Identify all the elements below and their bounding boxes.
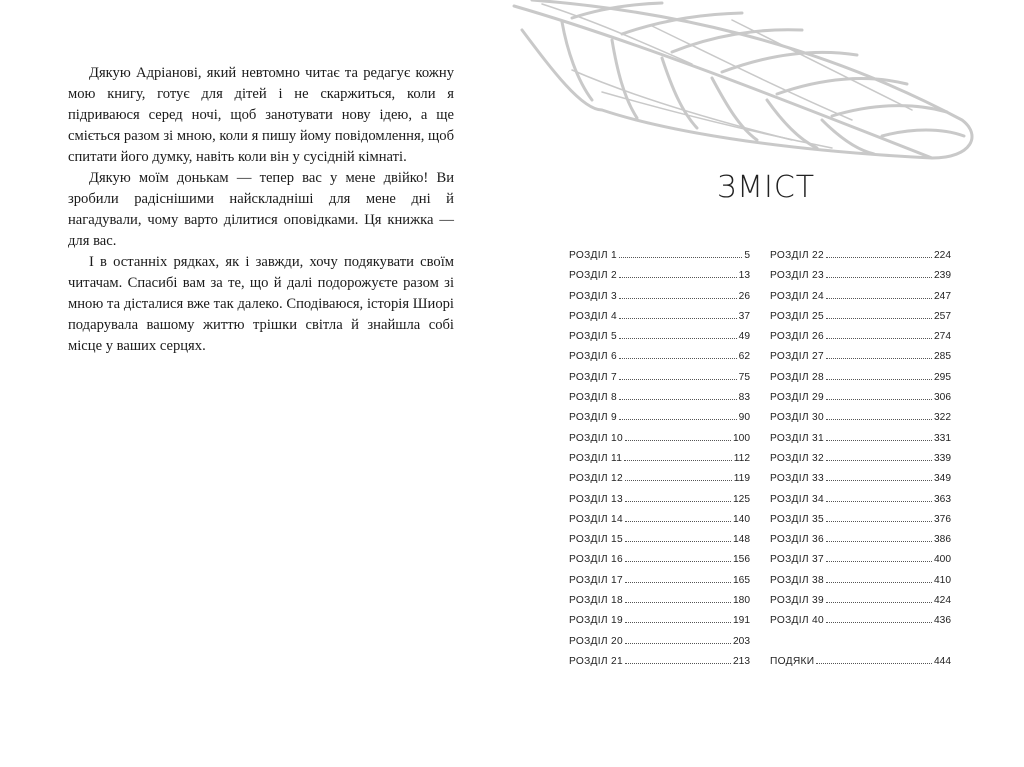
- toc-entry-page: 13: [738, 270, 750, 282]
- toc-entry-label: РОЗДІЛ 20: [569, 635, 623, 647]
- toc-entry-page: 436: [934, 615, 951, 627]
- toc-leader-dots: [826, 318, 932, 319]
- toc-entry-page: 339: [934, 452, 951, 464]
- toc-leader-dots: [625, 541, 731, 542]
- toc-leader-dots: [625, 602, 731, 603]
- toc-entry-label: РОЗДІЛ 26: [770, 331, 824, 343]
- toc-entry-label: РОЗДІЛ 16: [569, 554, 623, 566]
- toc-entry-page: 295: [934, 371, 951, 383]
- toc-leader-dots: [624, 460, 732, 461]
- toc-entry: [569, 494, 750, 514]
- toc-entry-page: 224: [934, 250, 951, 261]
- toc-entry-label: РОЗДІЛ 12: [569, 473, 623, 485]
- toc-leader-dots: [826, 622, 932, 623]
- toc-entry: [569, 372, 750, 392]
- toc-leader-dots: [816, 663, 932, 664]
- toc-entry-label: РОЗДІЛ 39: [770, 595, 824, 607]
- toc-entry: [770, 514, 951, 534]
- toc-leader-dots: [625, 501, 731, 502]
- toc-entry-page: 239: [934, 270, 951, 282]
- toc-entry-label: РОЗДІЛ 17: [569, 574, 623, 586]
- toc-entry: [770, 433, 951, 453]
- toc-entry: [569, 331, 750, 351]
- toc-entry: [770, 615, 951, 635]
- toc-entry-page: 322: [934, 412, 951, 424]
- toc-entry: [770, 534, 951, 554]
- toc-entry-label: РОЗДІЛ 31: [770, 432, 824, 444]
- toc-leader-dots: [826, 501, 932, 502]
- toc-entry-page: 156: [733, 554, 750, 566]
- toc-entry-page: 165: [733, 574, 750, 586]
- toc-entry: [770, 575, 951, 595]
- toc-entry: [770, 453, 951, 473]
- toc-entry-page: 5: [744, 250, 750, 261]
- toc-leader-dots: [826, 521, 932, 522]
- toc-entry: [770, 331, 951, 351]
- toc-entry-label: РОЗДІЛ 21: [569, 655, 623, 667]
- toc-leader-dots: [625, 582, 731, 583]
- toc-entry-page: 213: [733, 655, 750, 667]
- toc-entry-label: РОЗДІЛ 8: [569, 392, 617, 404]
- toc-entry-label: РОЗДІЛ 13: [569, 493, 623, 505]
- toc-leader-dots: [826, 561, 932, 562]
- toc-leader-dots: [619, 379, 737, 380]
- toc-leader-dots: [625, 643, 731, 644]
- toc-leader-dots: [826, 358, 932, 359]
- toc-entry: [569, 392, 750, 412]
- toc-entry-label: РОЗДІЛ 14: [569, 513, 623, 525]
- toc-leader-dots: [619, 419, 737, 420]
- toc-leader-dots: [826, 298, 932, 299]
- toc-entry-page: 100: [733, 432, 750, 444]
- ack-paragraph-3: І в останніх рядках, як і завжди, хочу подякувати своїм читачам. Спасибі вам за те, що й далі подорожуєте разом зі мною та дісталися вже так далеко. Сподіваюся, історія Шиорі подарувала вашому життю трішки світла й знайшла собі місце у ваших серцях.: [68, 254, 454, 354]
- toc-entry-label: РОЗДІЛ 37: [770, 554, 824, 566]
- toc-entry-label: РОЗДІЛ 32: [770, 452, 824, 464]
- toc-leader-dots: [826, 257, 932, 258]
- toc-entry: [569, 656, 750, 676]
- toc-entry: [569, 615, 750, 635]
- toc-entry-page: 112: [733, 452, 750, 464]
- toc-entry: [569, 636, 750, 656]
- toc-leader-dots: [619, 338, 737, 339]
- toc-entry-page: 306: [934, 392, 951, 404]
- toc-leader-dots: [826, 541, 932, 542]
- toc-entry-label: РОЗДІЛ 29: [770, 392, 824, 404]
- feather-icon: [512, 0, 1024, 170]
- toc-entry: [569, 453, 750, 473]
- toc-leader-dots: [625, 440, 731, 441]
- toc-entry: [569, 351, 750, 371]
- toc-entry-label: РОЗДІЛ 40: [770, 615, 824, 627]
- toc-entry-label: РОЗДІЛ 23: [770, 270, 824, 282]
- toc-entry: [770, 412, 951, 432]
- toc-leader-dots: [619, 358, 737, 359]
- toc-entry: [569, 291, 750, 311]
- toc-leader-dots: [619, 318, 737, 319]
- toc-entry-label: РОЗДІЛ 22: [770, 250, 824, 261]
- right-page: [512, 0, 1024, 767]
- toc-column-2: [770, 250, 951, 676]
- toc-leader-dots: [625, 622, 731, 623]
- toc-entry-page: 424: [934, 595, 951, 607]
- toc-entry-label: РОЗДІЛ 10: [569, 432, 623, 444]
- toc-entry-label: РОЗДІЛ 35: [770, 513, 824, 525]
- toc-entry-page: 37: [738, 310, 750, 322]
- toc-entry: [770, 554, 951, 574]
- toc-entry-label: РОЗДІЛ 38: [770, 574, 824, 586]
- toc-entry: [569, 575, 750, 595]
- toc-entry-label: РОЗДІЛ 2: [569, 270, 617, 282]
- toc-entry-page: 376: [934, 513, 951, 525]
- toc-leader-dots: [619, 277, 737, 278]
- toc-entry: [770, 494, 951, 514]
- toc-entry-label: РОЗДІЛ 1: [569, 250, 617, 261]
- toc-entry: [770, 595, 951, 615]
- toc-entry-page: 363: [934, 493, 951, 505]
- toc-entry: [569, 311, 750, 331]
- toc-entry: [770, 473, 951, 493]
- toc-entry: [770, 372, 951, 392]
- toc-leader-dots: [826, 338, 932, 339]
- toc-leader-dots: [826, 602, 932, 603]
- toc-entry: [569, 250, 750, 270]
- toc-entry-page: 125: [733, 493, 750, 505]
- toc-entry: [770, 250, 951, 270]
- toc-entry: [770, 270, 951, 290]
- acknowledgements-text: [68, 63, 454, 357]
- toc-entry-label: РОЗДІЛ 28: [770, 371, 824, 383]
- toc-entry-label: ПОДЯКИ: [770, 655, 815, 667]
- toc-entry-label: РОЗДІЛ 4: [569, 310, 617, 322]
- toc-leader-dots: [625, 663, 731, 664]
- toc-entry-page: 349: [934, 473, 951, 485]
- toc-entry-page: 274: [934, 331, 951, 343]
- toc-entry-label: РОЗДІЛ 33: [770, 473, 824, 485]
- toc-title: ЗМІСТ: [717, 170, 816, 205]
- toc-column-1: [569, 250, 750, 676]
- toc-leader-dots: [619, 257, 742, 258]
- toc-entry: [770, 656, 951, 676]
- toc-entry-page: 247: [934, 290, 951, 302]
- toc-entry-label: РОЗДІЛ 24: [770, 290, 824, 302]
- toc-entry: [770, 311, 951, 331]
- toc-entry-label: РОЗДІЛ 9: [569, 412, 617, 424]
- toc-entry-page: 386: [934, 534, 951, 546]
- toc-entry-page: 285: [934, 351, 951, 363]
- toc-leader-dots: [826, 277, 932, 278]
- ack-paragraph-2: Дякую моїм донькам — тепер вас у мене двійко! Ви зробили радіснішими найскладніші для мене дні й нагадували, чому варто ділитися оповідками. Ця книжка — для вас.: [68, 170, 454, 249]
- toc-entry-page: 140: [733, 513, 750, 525]
- toc-leader-dots: [625, 561, 731, 562]
- toc-entry-page: 83: [738, 392, 750, 404]
- toc-entry-page: 62: [738, 351, 750, 363]
- toc-entry-label: РОЗДІЛ 11: [569, 452, 623, 464]
- toc-leader-dots: [826, 419, 932, 420]
- toc-entry-page: 410: [934, 574, 951, 586]
- toc-entry: [569, 270, 750, 290]
- toc-entry-page: 191: [733, 615, 750, 627]
- toc-entry-page: 90: [738, 412, 750, 424]
- toc-entry-label: РОЗДІЛ 25: [770, 310, 824, 322]
- toc-leader-dots: [826, 379, 932, 380]
- toc-entry-label: РОЗДІЛ 3: [569, 290, 617, 302]
- toc-leader-dots: [625, 480, 732, 481]
- toc-entry-page: 119: [733, 473, 750, 485]
- toc-entry-label: РОЗДІЛ 36: [770, 534, 824, 546]
- toc-entry-page: 26: [738, 290, 750, 302]
- toc-leader-dots: [826, 399, 932, 400]
- toc-entry: [569, 412, 750, 432]
- toc-entry-page: 180: [733, 595, 750, 607]
- ack-paragraph-1: Дякую Адріанові, який невтомно читає та редагує кожну мою книгу, готує для дітей і не скаржиться, коли я підриваюся серед ночі, щоб занотувати нову ідею, а ще сміється разом зі мною, коли я пишу йому повідомлення, щоб спитати його думку, навіть коли він у сусідній кімнаті.: [68, 65, 454, 165]
- toc-entry: [770, 291, 951, 311]
- toc-entry-page: 331: [934, 432, 951, 444]
- toc-entry-label: РОЗДІЛ 6: [569, 351, 617, 363]
- toc-entry-page: 203: [733, 635, 750, 647]
- toc-entry-label: РОЗДІЛ 19: [569, 615, 623, 627]
- toc-entry-label: РОЗДІЛ 18: [569, 595, 623, 607]
- toc-entry-label: РОЗДІЛ 30: [770, 412, 824, 424]
- toc-entry-page: 49: [738, 331, 750, 343]
- toc-leader-dots: [826, 582, 932, 583]
- toc-entry-page: 257: [934, 310, 951, 322]
- toc-entry: [569, 554, 750, 574]
- toc-entry-label: РОЗДІЛ 15: [569, 534, 623, 546]
- toc-leader-dots: [619, 399, 737, 400]
- toc-entry-page: 75: [738, 371, 750, 383]
- toc-leader-dots: [625, 521, 731, 522]
- toc-leader-dots: [619, 298, 737, 299]
- toc-entry-page: 444: [934, 655, 951, 667]
- toc-entry: [569, 473, 750, 493]
- toc-leader-dots: [826, 480, 932, 481]
- toc-entry-label: РОЗДІЛ 27: [770, 351, 824, 363]
- toc-leader-dots: [826, 460, 932, 461]
- toc-entry-page: 400: [934, 554, 951, 566]
- toc-entry-page: 148: [733, 534, 750, 546]
- toc-spacer: [770, 636, 951, 656]
- toc-entry: [770, 351, 951, 371]
- toc-entry: [569, 595, 750, 615]
- toc-entry-label: РОЗДІЛ 7: [569, 371, 617, 383]
- toc-entry-label: РОЗДІЛ 34: [770, 493, 824, 505]
- toc-leader-dots: [826, 440, 932, 441]
- toc-entry-label: РОЗДІЛ 5: [569, 331, 617, 343]
- toc-entry: [770, 392, 951, 412]
- toc-entry: [569, 433, 750, 453]
- toc-entry: [569, 514, 750, 534]
- toc-entry: [569, 534, 750, 554]
